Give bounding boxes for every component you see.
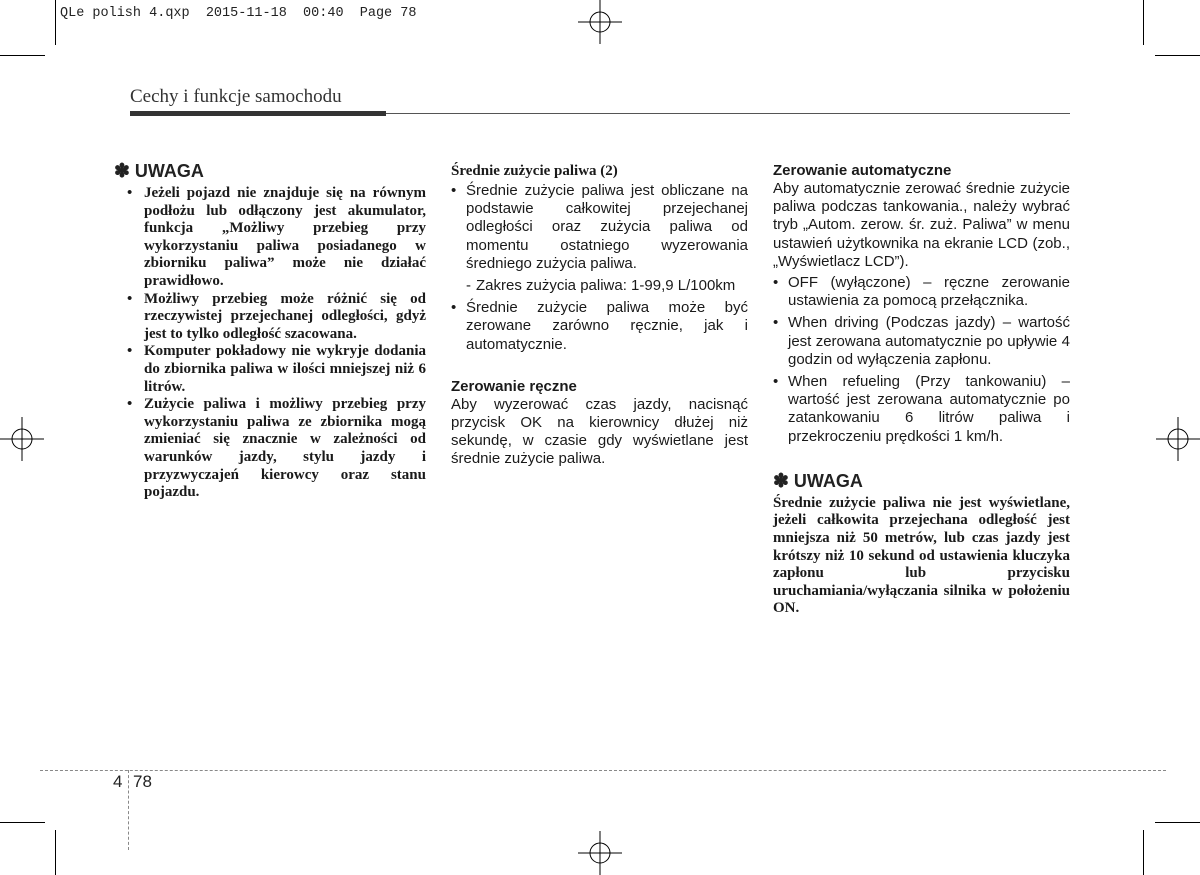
list-item — [114, 185, 426, 291]
bullet-icon: • — [773, 314, 779, 332]
list-item — [773, 314, 1070, 369]
crop-mark — [0, 55, 45, 56]
print-slug: QLe polish 4.qxp 2015-11-18 00:40 Page 78 — [60, 6, 417, 21]
column-left — [114, 160, 426, 502]
note-title: UWAGA — [793, 470, 863, 491]
note-text: Średnie zużycie paliwa nie jest wyświetlane, jeżeli całkowita przejechana odległość jest mniejsza niż 50 metrów, lub czas jazdy jest krótszy niż 10 sekund od ustawienia kluczyka zapłonu lub przycisku uruchamiania/wyłączania silnika w położeniu ON. — [773, 494, 1070, 617]
crop-mark — [1143, 830, 1144, 875]
list-item — [114, 396, 426, 502]
bullet-icon: • — [127, 343, 133, 360]
list-item-text: Jeżeli pojazd nie znajduje się na równym podłożu lub odłączony jest akumulator, funkcja „Możliwy przebieg przy wykorzystaniu paliwa posiadanego w zbiorniku paliwa” może nie działać prawidłowo. — [144, 185, 426, 289]
sub-item — [451, 277, 748, 295]
registration-mark-icon — [1156, 417, 1200, 461]
paragraph: Aby wyzerować czas jazdy, nacisnąć przycisk OK na kierownicy dłużej niż sekundę, w czasie gdy wyświetlane jest średnie zużycie paliwa. — [451, 395, 748, 468]
bullet-list — [451, 182, 748, 273]
asterisk-icon: ✽ — [114, 161, 130, 182]
crop-mark — [1143, 0, 1144, 45]
bullet-icon: • — [451, 182, 457, 199]
bullet-icon: • — [127, 185, 133, 201]
list-item-text: Średnie zużycie paliwa może być zerowane zarówno ręcznie, jak i automatycznie. — [466, 299, 748, 353]
note-heading — [773, 470, 1070, 493]
list-item-text: When refueling (Przy tankowaniu) – wartość jest zerowana automatycznie po zatankowaniu 6 litrów paliwa i przekroczeniu prędkości 1 km/h. — [788, 373, 1070, 445]
bullet-icon: • — [127, 290, 133, 307]
range-text: Zakres zużycia paliwa: 1-99,9 L/100km — [476, 277, 736, 295]
page-number: 78 — [133, 772, 152, 791]
list-item-text: Średnie zużycie paliwa jest obliczane na podstawie całkowitej przejechanej odległości oraz zużycia paliwa od momentu ostatniego wyzerowania średniego zużycia paliwa. — [466, 182, 748, 272]
section-heading: Zerowanie automatyczne — [773, 162, 952, 179]
range-row — [466, 277, 748, 295]
chapter-title: Cechy i funkcje samochodu — [130, 86, 342, 107]
list-item-text: Komputer pokładowy nie wykryje dodania do zbiornika paliwa w ilości mniejszej niż 6 litrów. — [144, 343, 426, 395]
registration-mark-icon — [0, 417, 44, 461]
paragraph: Aby automatycznie zerować średnie zużycie paliwa podczas tankowania., należy wybrać tryb „Autom. zerow. śr. zuż. Paliwa” w menu ustawień użytkownika na ekranie LCD (zob., „Wyświetlacz LCD”). — [773, 180, 1070, 270]
column-right — [773, 160, 1070, 618]
list-item — [773, 373, 1070, 446]
chapter-number: 4 — [113, 772, 123, 791]
list-item — [773, 274, 1070, 310]
list-item-text: When driving (Podczas jazdy) – wartość jest zerowana automatycznie po upływie 4 godzin od wyłączenia zapłonu. — [788, 314, 1070, 368]
bullet-icon: • — [451, 299, 457, 317]
column-middle — [451, 160, 748, 469]
crop-mark — [0, 822, 45, 823]
asterisk-icon: ✽ — [773, 470, 789, 492]
registration-mark-icon — [578, 0, 622, 44]
note-heading — [114, 160, 426, 183]
bullet-icon: • — [773, 274, 779, 292]
note-list — [114, 185, 426, 502]
list-item — [451, 299, 748, 354]
bullet-list — [773, 274, 1070, 446]
footer-dashed-rule — [40, 770, 1166, 771]
list-item — [451, 182, 748, 273]
crop-mark — [55, 830, 56, 875]
bullet-list — [451, 299, 748, 354]
crop-mark — [1155, 822, 1200, 823]
list-item-text: Możliwy przebieg może różnić się od rzeczywistej przejechanej odległości, gdyż jest to tylko odległość szacowana. — [144, 290, 426, 342]
crop-mark — [55, 0, 56, 45]
section-heading: Zerowanie ręczne — [451, 377, 577, 395]
crop-mark — [1155, 55, 1200, 56]
section-heading: Średnie zużycie paliwa (2) — [451, 163, 618, 179]
dash-icon: - — [466, 277, 471, 295]
list-item-text: OFF (wyłączone) – ręczne zerowanie ustawienia za pomocą przełącznika. — [788, 274, 1070, 310]
list-item — [114, 343, 426, 396]
footer-dashed-divider — [128, 770, 129, 850]
bullet-icon: • — [773, 373, 779, 391]
header-rule-thin — [386, 113, 1070, 114]
note-title: UWAGA — [134, 161, 204, 181]
list-item-text: Zużycie paliwa i możliwy przebieg przy wykorzystaniu paliwa ze zbiornika mogą zmieniać się znacznie w zależności od warunków jazdy, stylu jazdy i przyzwyczajeń kierowcy oraz stanu pojazdu. — [144, 396, 426, 501]
bullet-icon: • — [127, 396, 133, 413]
registration-mark-icon — [578, 831, 622, 875]
header-rule-thick — [130, 111, 386, 116]
list-item — [114, 291, 426, 344]
